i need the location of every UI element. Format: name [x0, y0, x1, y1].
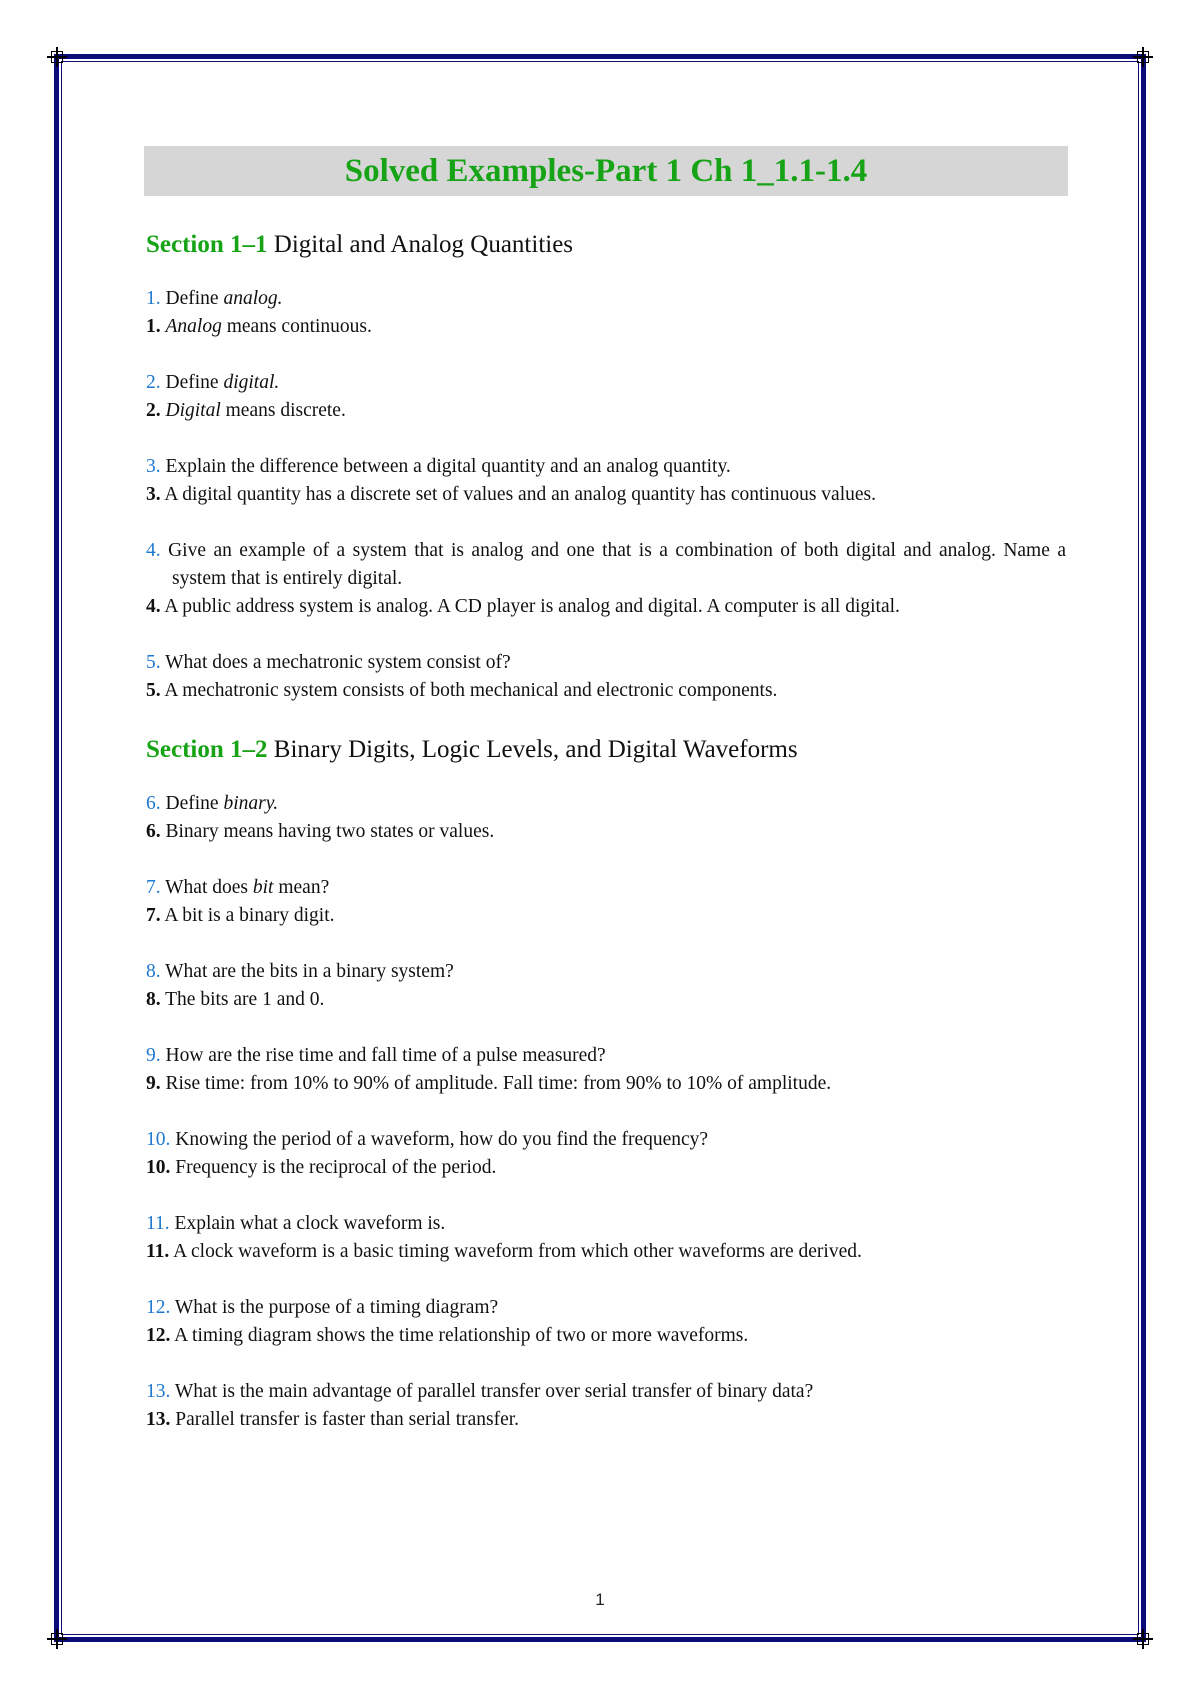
answer-number: 7. — [146, 905, 161, 926]
question-number: 7. — [146, 877, 161, 898]
italic-term: Digital — [165, 400, 221, 421]
corner-ornament-icon — [47, 1629, 67, 1649]
italic-term: analog. — [223, 288, 283, 309]
question-text — [146, 1126, 1066, 1154]
question-number: 8. — [146, 961, 161, 982]
qa-item — [146, 369, 1066, 425]
qa-item — [146, 285, 1066, 341]
text-run: Parallel transfer is faster than serial transfer. — [170, 1409, 520, 1430]
text-run: A digital quantity has a discrete set of values and an analog quantity has continuous values. — [160, 484, 877, 505]
answer-number: 1. — [146, 316, 161, 337]
question-number: 2. — [146, 372, 161, 393]
answer-text — [146, 902, 1066, 930]
qa-item — [146, 1126, 1066, 1182]
corner-ornament-icon — [47, 47, 67, 67]
qa-item — [146, 958, 1066, 1014]
question-number: 4. — [146, 540, 161, 561]
qa-item — [146, 1378, 1066, 1434]
question-text — [146, 1378, 1066, 1406]
text-run: A clock waveform is a basic timing waveform from which other waveforms are derived. — [169, 1241, 862, 1262]
section-title: Digital and Analog Quantities — [267, 231, 574, 258]
answer-number: 10. — [146, 1157, 171, 1178]
question-text — [146, 285, 1066, 313]
qa-item — [146, 537, 1071, 621]
corner-ornament-icon — [1133, 47, 1153, 67]
qa-item — [146, 649, 1066, 705]
answer-number: 13. — [146, 1409, 171, 1430]
qa-item — [146, 1042, 1066, 1098]
answer-text — [146, 397, 1066, 425]
qa-item — [146, 1294, 1066, 1350]
text-run: Binary means having two states or values. — [160, 821, 495, 842]
text-run: A timing diagram shows the time relationship of two or more waveforms. — [170, 1325, 749, 1346]
italic-term: Analog — [165, 316, 222, 337]
answer-number: 5. — [146, 680, 161, 701]
answer-text — [146, 481, 1066, 509]
answer-text — [146, 1070, 1066, 1098]
section-title: Binary Digits, Logic Levels, and Digital Waveforms — [267, 736, 798, 763]
text-run: The bits are 1 and 0. — [160, 989, 325, 1010]
answer-text — [146, 1238, 1066, 1266]
question-text — [146, 958, 1066, 986]
question-text — [146, 790, 1066, 818]
section-number: Section 1–2 — [146, 736, 268, 763]
text-run: What is the purpose of a timing diagram? — [170, 1297, 499, 1318]
question-text — [146, 537, 1071, 593]
question-text — [146, 1042, 1066, 1070]
answer-number: 8. — [146, 989, 161, 1010]
text-run: mean? — [273, 877, 330, 898]
qa-item — [146, 1210, 1066, 1266]
question-number: 3. — [146, 456, 161, 477]
answer-text — [146, 1322, 1066, 1350]
text-run: Rise time: from 10% to 90% of amplitude. Fall time: from 90% to 10% of amplitude. — [160, 1073, 832, 1094]
text-run: Define — [160, 372, 224, 393]
question-number: 9. — [146, 1045, 161, 1066]
answer-text — [146, 677, 1066, 705]
text-run: Define — [160, 288, 224, 309]
question-text — [146, 874, 1066, 902]
question-number: 10. — [146, 1129, 171, 1150]
answer-number: 6. — [146, 821, 161, 842]
answer-text — [146, 593, 1066, 621]
document-body — [146, 228, 1071, 1462]
italic-term: digital. — [223, 372, 280, 393]
text-run: How are the rise time and fall time of a pulse measured? — [160, 1045, 606, 1066]
text-run: A public address system is analog. A CD player is analog and digital. A computer is all digital. — [160, 596, 900, 617]
answer-text — [146, 818, 1066, 846]
question-number: 6. — [146, 793, 161, 814]
question-number: 12. — [146, 1297, 171, 1318]
answer-text — [146, 313, 1066, 341]
text-run: Define — [160, 793, 224, 814]
text-run: What is the main advantage of parallel transfer over serial transfer of binary data? — [170, 1381, 814, 1402]
text-run: What does — [160, 877, 253, 898]
question-number: 1. — [146, 288, 161, 309]
section-1 — [146, 228, 1071, 705]
italic-term: bit — [252, 877, 274, 898]
question-text — [146, 453, 1066, 481]
text-run: means discrete. — [220, 400, 346, 421]
section-number: Section 1–1 — [146, 231, 268, 258]
page-number: 1 — [595, 1590, 605, 1609]
question-number: 13. — [146, 1381, 171, 1402]
text-run: What are the bits in a binary system? — [160, 961, 454, 982]
text-run: Knowing the period of a waveform, how do you find the frequency? — [170, 1129, 709, 1150]
title-banner — [144, 146, 1068, 196]
answer-number: 11. — [146, 1241, 170, 1262]
page-title: Solved Examples-Part 1 Ch 1_1.1-1.4 — [344, 152, 868, 189]
section-heading — [146, 733, 1066, 767]
answer-number: 3. — [146, 484, 161, 505]
answer-number: 12. — [146, 1325, 171, 1346]
question-text — [146, 369, 1066, 397]
section-2 — [146, 733, 1066, 1434]
qa-item — [146, 453, 1066, 509]
answer-number: 9. — [146, 1073, 161, 1094]
text-run: What does a mechatronic system consist of? — [160, 652, 511, 673]
text-run: Explain the difference between a digital quantity and an analog quantity. — [160, 456, 731, 477]
text-run: A mechatronic system consists of both mechanical and electronic components. — [160, 680, 778, 701]
answer-number: 4. — [146, 596, 161, 617]
answer-text — [146, 986, 1066, 1014]
text-run: means continuous. — [221, 316, 372, 337]
text-run: A bit is a binary digit. — [160, 905, 335, 926]
qa-item — [146, 790, 1066, 846]
answer-text — [146, 1406, 1066, 1434]
text-run: Frequency is the reciprocal of the period. — [170, 1157, 497, 1178]
qa-item — [146, 874, 1066, 930]
question-text — [146, 649, 1066, 677]
question-text — [146, 1294, 1066, 1322]
text-run: Explain what a clock waveform is. — [169, 1213, 446, 1234]
question-text — [146, 1210, 1066, 1238]
answer-number: 2. — [146, 400, 161, 421]
question-number: 5. — [146, 652, 161, 673]
answer-text — [146, 1154, 1066, 1182]
corner-ornament-icon — [1133, 1629, 1153, 1649]
question-number: 11. — [146, 1213, 170, 1234]
italic-term: binary. — [223, 793, 279, 814]
section-heading — [146, 228, 1066, 262]
text-run: Give an example of a system that is analog and one that is a combination of both digital and analog. Name a system that is entirely digital. — [160, 540, 1071, 589]
